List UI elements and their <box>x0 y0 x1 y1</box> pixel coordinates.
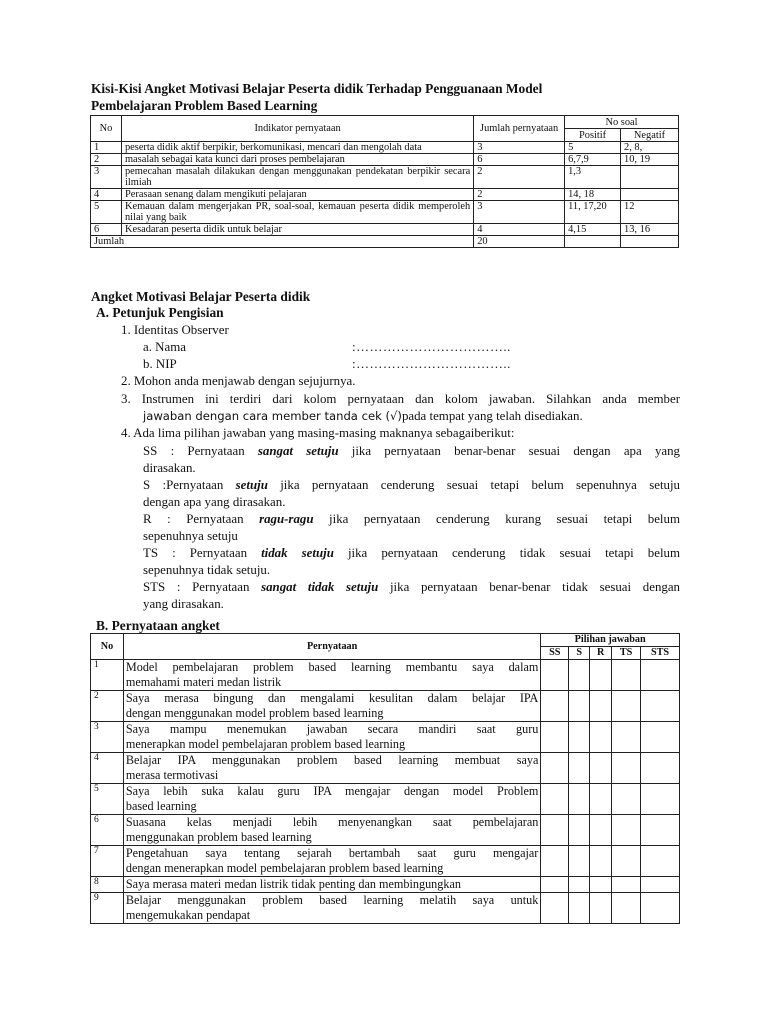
answer-cell-sts[interactable] <box>641 722 680 753</box>
statement-line-1: Saya lebih suka kalau guru IPA mengajar dengan model Problem <box>125 784 539 798</box>
section-a-heading: A. Petunjuk Pengisian <box>96 305 224 320</box>
header-ss: SS <box>541 647 569 660</box>
statement-text <box>123 660 540 691</box>
kisi-header-positif: Positif <box>565 129 621 142</box>
statement-number: 3 <box>91 722 124 753</box>
def-ss <box>143 443 680 460</box>
answer-cell-ss[interactable] <box>541 722 569 753</box>
kisi-cell-no: 2 <box>91 154 122 166</box>
answer-cell-ts[interactable] <box>612 784 641 815</box>
item-3-line2 <box>143 408 583 424</box>
nip-label: b. NIP <box>143 357 177 371</box>
def-ss-text: jika pernyataan benar-benar sesuai dengan apa yang <box>338 444 680 458</box>
answer-cell-s[interactable] <box>569 893 590 924</box>
kisi-cell-positif: 4,15 <box>565 224 621 236</box>
kisi-cell-positif: 14, 18 <box>565 189 621 201</box>
kisi-header-negatif: Negatif <box>621 129 679 142</box>
answer-cell-sts[interactable] <box>641 660 680 691</box>
nip-field[interactable]: :…………………………….. <box>352 357 511 371</box>
section-b-heading: B. Pernyataan angket <box>96 618 220 633</box>
header-s: S <box>569 647 590 660</box>
statement-line-1: Belajar menggunakan problem based learning melatih saya untuk <box>125 893 539 907</box>
statement-line-2: based learning <box>125 799 197 813</box>
def-ss-cont: dirasakan. <box>143 461 196 475</box>
answer-cell-ss[interactable] <box>541 691 569 722</box>
kisi-cell-indikator: Perasaan senang dalam mengikuti pelajaran <box>121 189 473 201</box>
answer-cell-r[interactable] <box>590 846 612 877</box>
item-4: 4. Ada lima pilihan jawaban yang masing-masing maknanya sebagaiberikut: <box>121 426 515 440</box>
kisi-header-jumlah: Jumlah pernyataan <box>474 116 565 142</box>
pernyataan-header-pernyataan: Pernyataan <box>123 634 540 660</box>
definitions-block <box>143 443 680 613</box>
statement-line-1: Saya merasa bingung dan mengalami kesulitan dalam belajar IPA <box>125 691 539 705</box>
answer-cell-s[interactable] <box>569 784 590 815</box>
kisi-header-indikator: Indikator pernyataan <box>121 116 473 142</box>
header-sts: STS <box>641 647 680 660</box>
statement-row <box>91 815 680 846</box>
kisi-cell-positif: 5 <box>565 142 621 154</box>
kisi-total-label: Jumlah <box>91 236 474 248</box>
statement-line-2: dengan menerapkan model pembelajaran problem based learning <box>125 861 444 875</box>
item-3-line2-b: pada tempat yang telah disediakan. <box>401 409 583 423</box>
kisi-cell-negatif <box>621 166 679 189</box>
kisi-row <box>91 189 679 201</box>
pernyataan-header-no: No <box>91 634 124 660</box>
nama-label: a. Nama <box>143 340 186 354</box>
answer-cell-r[interactable] <box>590 877 612 893</box>
statement-row <box>91 722 680 753</box>
kisi-total-empty <box>621 236 679 248</box>
statement-line-2: menggunakan problem based learning <box>125 830 312 844</box>
def-ss-term: sangat setuju <box>257 444 339 458</box>
kisi-title-line2: Pembelajaran Problem Based Learning <box>91 98 318 113</box>
statement-line-2: merasa termotivasi <box>125 768 219 782</box>
kisi-total-row <box>91 236 679 248</box>
statement-number: 1 <box>91 660 124 691</box>
kisi-cell-no: 1 <box>91 142 122 154</box>
answer-cell-ss[interactable] <box>541 660 569 691</box>
statement-text <box>123 753 540 784</box>
statement-line-1: Pengetahuan saya tentang sejarah bertambah saat guru mengajar <box>125 846 539 860</box>
answer-cell-ts[interactable] <box>612 660 641 691</box>
answer-cell-r[interactable] <box>590 753 612 784</box>
answer-cell-s[interactable] <box>569 753 590 784</box>
nama-field[interactable]: :…………………………….. <box>352 340 511 354</box>
def-r-term: ragu-ragu <box>259 512 314 526</box>
def-r-code: R : Pernyataan <box>143 512 260 526</box>
answer-cell-ts[interactable] <box>612 893 641 924</box>
answer-cell-ss[interactable] <box>541 846 569 877</box>
statement-row <box>91 893 680 924</box>
kisi-cell-negatif: 10, 19 <box>621 154 679 166</box>
answer-cell-s[interactable] <box>569 691 590 722</box>
kisi-table <box>90 115 679 248</box>
answer-cell-ss[interactable] <box>541 893 569 924</box>
answer-cell-s[interactable] <box>569 815 590 846</box>
answer-cell-sts[interactable] <box>641 846 680 877</box>
statement-row <box>91 753 680 784</box>
kisi-cell-positif: 11, 17,20 <box>565 201 621 224</box>
kisi-cell-indikator: masalah sebagai kata kunci dari proses pembelajaran <box>121 154 473 166</box>
kisi-header-no-soal: No soal <box>565 116 679 129</box>
statement-line-2: dengan menggunakan model problem based learning <box>125 706 384 720</box>
kisi-cell-no: 3 <box>91 166 122 189</box>
kisi-cell-no: 4 <box>91 189 122 201</box>
answer-cell-sts[interactable] <box>641 877 680 893</box>
answer-cell-r[interactable] <box>590 660 612 691</box>
statement-row <box>91 877 680 893</box>
def-ss-code: SS : Pernyataan <box>143 444 258 458</box>
def-r <box>143 511 680 528</box>
kisi-cell-negatif <box>621 189 679 201</box>
def-s-code: S :Pernyataan <box>143 478 236 492</box>
kisi-cell-jumlah: 2 <box>474 189 565 201</box>
kisi-cell-indikator: pemecahan masalah dilakukan dengan menggunakan pendekatan berpikir secara ilmiah <box>121 166 473 189</box>
statement-number: 4 <box>91 753 124 784</box>
kisi-cell-no: 5 <box>91 201 122 224</box>
def-sts-cont: yang dirasakan. <box>143 597 224 611</box>
statement-line-1: Saya mampu menemukan jawaban secara mandiri saat guru <box>125 722 539 736</box>
answer-cell-r[interactable] <box>590 893 612 924</box>
pernyataan-header-pilihan: Pilihan jawaban <box>541 634 680 647</box>
answer-cell-sts[interactable] <box>641 815 680 846</box>
statement-number: 9 <box>91 893 124 924</box>
kisi-cell-no: 6 <box>91 224 122 236</box>
answer-cell-ss[interactable] <box>541 815 569 846</box>
kisi-cell-negatif: 2, 8, <box>621 142 679 154</box>
answer-cell-ss[interactable] <box>541 784 569 815</box>
statement-text <box>123 691 540 722</box>
header-r: R <box>590 647 612 660</box>
def-sts-term: sangat tidak setuju <box>261 580 379 594</box>
statement-line-2: menerapkan model pembelajaran problem based learning <box>125 737 406 751</box>
statement-number: 2 <box>91 691 124 722</box>
item-3-line2-a: jawaban dengan cara member tanda cek (√) <box>143 409 402 423</box>
statement-text <box>123 784 540 815</box>
answer-cell-ts[interactable] <box>612 691 641 722</box>
header-ts: TS <box>612 647 641 660</box>
kisi-title-line1: Kisi-Kisi Angket Motivasi Belajar Peserta didik Terhadap Pengguanaan Model <box>91 81 543 96</box>
item-1: 1. Identitas Observer <box>121 323 229 337</box>
statement-line-2: memahami materi medan listrik <box>125 675 282 689</box>
answer-cell-ss[interactable] <box>541 753 569 784</box>
statement-number: 8 <box>91 877 124 893</box>
kisi-cell-jumlah: 4 <box>474 224 565 236</box>
statement-text <box>123 846 540 877</box>
def-s <box>143 477 680 494</box>
kisi-cell-positif: 6,7,9 <box>565 154 621 166</box>
kisi-cell-jumlah: 3 <box>474 201 565 224</box>
statement-number: 6 <box>91 815 124 846</box>
def-sts-text: jika pernyataan benar-benar tidak sesuai dengan <box>378 580 681 594</box>
item-3-line1: 3. Instrumen ini terdiri dari kolom pernyataan dan kolom jawaban. Silahkan anda member <box>121 392 680 406</box>
statement-line-2: mengemukakan pendapat <box>125 908 251 922</box>
statement-text <box>123 877 540 893</box>
statement-line-1: Belajar IPA menggunakan problem based learning membuat saya <box>125 753 539 767</box>
answer-cell-r[interactable] <box>590 784 612 815</box>
def-ts-cont: sepenuhnya tidak setuju. <box>143 563 271 577</box>
answer-cell-sts[interactable] <box>641 784 680 815</box>
answer-cell-s[interactable] <box>569 846 590 877</box>
answer-cell-s[interactable] <box>569 877 590 893</box>
statement-row <box>91 846 680 877</box>
kisi-cell-indikator: Kesadaran peserta didik untuk belajar <box>121 224 473 236</box>
def-s-cont: dengan apa yang dirasakan. <box>143 495 286 509</box>
item-2: 2. Mohon anda menjawab dengan sejujurnya. <box>121 374 356 388</box>
statement-row <box>91 784 680 815</box>
def-sts <box>143 579 680 596</box>
kisi-row <box>91 142 679 154</box>
def-ts <box>143 545 680 562</box>
statement-number: 7 <box>91 846 124 877</box>
answer-cell-r[interactable] <box>590 815 612 846</box>
answer-cell-ts[interactable] <box>612 846 641 877</box>
kisi-total-empty <box>565 236 621 248</box>
def-ts-text: jika pernyataan cenderung tidak sesuai tetapi belum <box>333 546 681 560</box>
answer-cell-ss[interactable] <box>541 877 569 893</box>
answer-cell-ts[interactable] <box>612 722 641 753</box>
statement-line-1: Model pembelajaran problem based learning membantu saya dalam <box>125 660 539 674</box>
kisi-cell-jumlah: 3 <box>474 142 565 154</box>
angket-title: Angket Motivasi Belajar Peserta didik <box>91 289 311 304</box>
kisi-row <box>91 166 679 189</box>
kisi-cell-indikator: peserta didik aktif berpikir, berkomunikasi, mencari dan mengolah data <box>121 142 473 154</box>
def-r-text: jika pernyataan cenderung kurang sesuai tetapi belum <box>313 512 680 526</box>
kisi-cell-negatif: 13, 16 <box>621 224 679 236</box>
def-s-text: jika pernyataan cenderung sesuai tetapi belum sepenuhnya setuju <box>267 478 680 492</box>
answer-cell-ts[interactable] <box>612 815 641 846</box>
statement-row <box>91 660 680 691</box>
def-r-cont: sepenuhnya setuju <box>143 529 238 543</box>
statement-text <box>123 893 540 924</box>
kisi-cell-positif: 1,3 <box>565 166 621 189</box>
answer-cell-r[interactable] <box>590 691 612 722</box>
answer-cell-sts[interactable] <box>641 691 680 722</box>
statement-row <box>91 691 680 722</box>
kisi-row <box>91 154 679 166</box>
answer-cell-sts[interactable] <box>641 893 680 924</box>
kisi-row <box>91 224 679 236</box>
statement-line-1: Suasana kelas menjadi lebih menyenangkan saat pembelajaran <box>125 815 539 829</box>
kisi-cell-negatif: 12 <box>621 201 679 224</box>
kisi-row <box>91 201 679 224</box>
def-sts-code: STS : Pernyataan <box>143 580 262 594</box>
kisi-total-value: 20 <box>474 236 565 248</box>
answer-cell-s[interactable] <box>569 722 590 753</box>
kisi-cell-jumlah: 2 <box>474 166 565 189</box>
answer-cell-ts[interactable] <box>612 877 641 893</box>
kisi-cell-jumlah: 6 <box>474 154 565 166</box>
def-s-term: setuju <box>235 478 268 492</box>
statement-number: 5 <box>91 784 124 815</box>
answer-cell-s[interactable] <box>569 660 590 691</box>
statement-text <box>123 722 540 753</box>
answer-cell-r[interactable] <box>590 722 612 753</box>
answer-cell-sts[interactable] <box>641 753 680 784</box>
answer-cell-ts[interactable] <box>612 753 641 784</box>
statement-line-1: Saya merasa materi medan listrik tidak penting dan membingungkan <box>125 877 461 891</box>
def-ts-code: TS : Pernyataan <box>143 546 262 560</box>
kisi-cell-indikator: Kemauan dalam mengerjakan PR, soal-soal, kemauan peserta didik memperoleh nilai yang baik <box>121 201 473 224</box>
statement-text <box>123 815 540 846</box>
def-ts-term: tidak setuju <box>261 546 334 560</box>
kisi-header-no: No <box>91 116 122 142</box>
pernyataan-table <box>90 633 680 924</box>
